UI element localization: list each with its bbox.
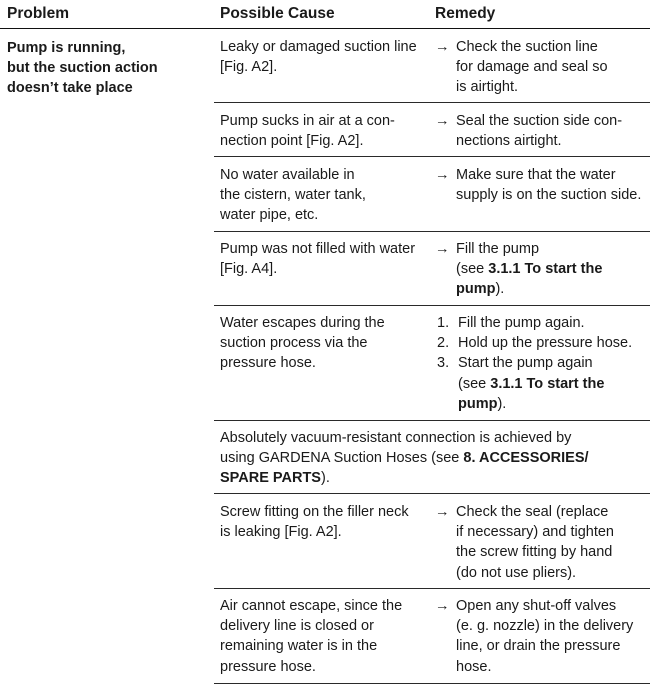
- step-text: Fill the pump again.: [458, 315, 585, 331]
- cause-cell: [220, 239, 415, 279]
- step-number: 3.: [437, 355, 450, 372]
- cause-line: pressure hose.: [220, 658, 316, 675]
- cause-line: delivery line is closed or: [220, 618, 374, 635]
- cause-cell: [220, 111, 395, 151]
- section-reference: 8. ACCESSORIES/: [463, 450, 589, 467]
- cause-line: Screw fitting on the filler neck: [220, 504, 409, 520]
- remedy-text: ).: [495, 281, 505, 298]
- remedy-line: line, or drain the pressure: [456, 638, 621, 655]
- section-reference: SPARE PARTS: [220, 470, 321, 487]
- cause-line: pressure hose.: [220, 355, 316, 372]
- remedy-line: Seal the suction side con-: [456, 113, 623, 129]
- header-remedy: Remedy: [435, 5, 496, 22]
- remedy-line: hose.: [456, 658, 492, 675]
- cause-line: No water available in: [220, 167, 355, 183]
- section-reference: 3.1.1 To start the: [490, 375, 605, 392]
- remedy-steps: [437, 313, 632, 414]
- cause-cell: [220, 165, 366, 226]
- section-reference: pump: [456, 281, 496, 298]
- cause-line: remaining water is in the: [220, 638, 378, 655]
- remedy-line: Fill the pump: [456, 241, 540, 257]
- note-text: using GARDENA Suction Hoses (see: [220, 450, 464, 467]
- cause-line: Water escapes during the: [220, 315, 385, 331]
- step-text: ).: [497, 395, 507, 412]
- arrow-icon: →: [435, 39, 450, 55]
- note-text: ).: [320, 470, 330, 487]
- remedy-text: (see: [456, 261, 489, 278]
- row-divider: [214, 588, 650, 589]
- arrow-icon: →: [435, 241, 450, 257]
- step-number: 1.: [437, 315, 450, 331]
- cause-line: suction process via the: [220, 335, 368, 352]
- row-divider: [214, 305, 650, 306]
- cause-line: nection point [Fig. A2].: [220, 133, 364, 150]
- remedy-cell: [435, 596, 633, 677]
- cause-line: Leaky or damaged suction line: [220, 39, 417, 55]
- step-number: 2.: [437, 335, 450, 352]
- header-rule: [0, 28, 650, 29]
- remedy-line: supply is on the suction side.: [456, 187, 642, 204]
- remedy-line: the screw fitting by hand: [456, 544, 613, 561]
- cause-cell: [220, 37, 417, 77]
- row-divider: [214, 156, 650, 157]
- step-text: (see: [458, 375, 491, 392]
- remedy-cell: [435, 37, 608, 98]
- step-text: Start the pump again: [458, 355, 593, 372]
- row-divider: [214, 420, 650, 421]
- remedy-line: if necessary) and tighten: [456, 524, 614, 541]
- section-reference: 3.1.1 To start the: [488, 261, 603, 278]
- section-reference: pump: [458, 395, 498, 412]
- cause-line: is leaking [Fig. A2].: [220, 524, 342, 541]
- remedy-line: nections airtight.: [456, 133, 562, 150]
- remedy-line: (do not use pliers).: [456, 564, 577, 581]
- remedy-line: for damage and seal so: [456, 59, 608, 76]
- cause-line: [Fig. A2].: [220, 59, 278, 76]
- cause-line: Pump was not filled with water: [220, 241, 416, 257]
- row-divider: [214, 231, 650, 232]
- header-possible-cause: Possible Cause: [220, 5, 335, 22]
- step-text: Hold up the pressure hose.: [458, 335, 633, 352]
- arrow-icon: →: [435, 598, 450, 614]
- cause-cell: [220, 502, 409, 542]
- remedy-cell: [435, 165, 641, 205]
- remedy-line: Open any shut-off valves: [456, 598, 617, 614]
- arrow-icon: →: [435, 504, 450, 520]
- arrow-icon: →: [435, 167, 450, 183]
- problem-line: Pump is running,: [7, 40, 126, 56]
- row-divider: [214, 683, 650, 684]
- arrow-icon: →: [435, 113, 450, 129]
- remedy-cell: [435, 111, 622, 151]
- header-problem: Problem: [7, 5, 70, 22]
- remedy-line: Check the seal (replace: [456, 504, 609, 520]
- cause-line: water pipe, etc.: [220, 207, 319, 224]
- cause-cell: [220, 596, 402, 677]
- cause-line: [Fig. A4].: [220, 261, 278, 278]
- remedy-line: (e. g. nozzle) in the delivery: [456, 618, 634, 635]
- remedy-line: Check the suction line: [456, 39, 598, 55]
- cause-cell: [220, 313, 385, 374]
- problem-text: [7, 38, 207, 98]
- problem-line: but the suction action: [7, 60, 158, 76]
- cause-line: the cistern, water tank,: [220, 187, 366, 204]
- problem-line: doesn’t take place: [7, 80, 133, 96]
- remedy-cell: [435, 239, 602, 300]
- remedy-cell: [435, 502, 614, 583]
- remedy-line: Make sure that the water: [456, 167, 616, 183]
- remedy-line: is airtight.: [456, 79, 519, 96]
- cause-line: Air cannot escape, since the: [220, 598, 403, 614]
- row-divider: [214, 493, 650, 494]
- note-cell: [220, 428, 589, 489]
- row-divider: [214, 102, 650, 103]
- note-line: Absolutely vacuum-resistant connection is achieved by: [220, 430, 572, 446]
- cause-line: Pump sucks in air at a con-: [220, 113, 395, 129]
